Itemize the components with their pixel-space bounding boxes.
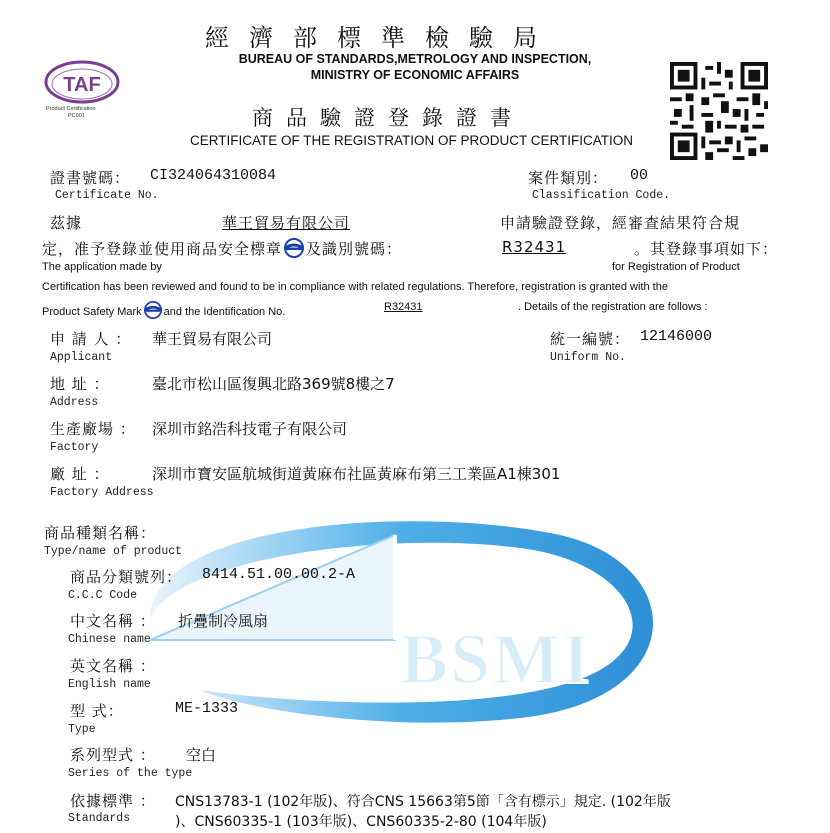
english-name-label-en: English name <box>68 678 151 691</box>
taf-emblem-icon <box>42 58 122 108</box>
series-label: 系列型式 ： <box>70 746 156 764</box>
statement-applicant: 華王貿易有限公司 <box>222 214 351 232</box>
english-name-label: 英文名稱 ： <box>70 657 156 675</box>
certificate-title-en: CERTIFICATE OF THE REGISTRATION OF PRODUCT CERTIFICATION <box>190 133 634 148</box>
chinese-name-label-en: Chinese name <box>68 633 151 646</box>
address-label-en: Address <box>50 396 99 409</box>
address-label: 地 址 ： <box>50 375 110 393</box>
cert-no-label-en: Certificate No. <box>55 189 159 202</box>
standards-line2: )、CNS60335-1 (103年版)、CNS60335-2-80 (104年版) <box>175 814 547 830</box>
standards-line1: CNS13783-1 (102年版)、符合CNS 15663第5節「含有標示」規定. (102年版 <box>175 794 671 810</box>
series-label-en: Series of the type <box>68 767 193 780</box>
uniform-no-label-en: Uniform No. <box>550 351 626 364</box>
statement-en-1b: for Registration of Product <box>612 261 740 273</box>
statement-en-3 <box>42 301 285 319</box>
standards-label-en: Standards <box>68 812 131 825</box>
applicant-label: 申 請 人 ： <box>50 330 132 348</box>
statement-line1-b: 申請驗證登錄，經審查結果符合規 <box>500 214 741 232</box>
statement-line1-a: 茲據 <box>50 214 83 232</box>
factory-address-label-en: Factory Address <box>50 486 154 499</box>
chinese-name-label: 中文名稱 ： <box>70 612 156 630</box>
cert-no-value: CI324064310084 <box>150 167 277 184</box>
taf-sub1: Product Certification <box>46 106 96 112</box>
statement-line2-b: 及識別號碼： <box>306 240 403 258</box>
certificate-title-zh: 商品驗證登錄證書 <box>252 106 524 130</box>
class-code-label-en: Classification Code. <box>532 189 671 202</box>
factory-address-value: 深圳市寶安區航城街道黃麻布社區黃麻布第三工業區A1棟301 <box>152 465 561 483</box>
product-type-label: 商品種類名稱： <box>44 524 157 542</box>
chinese-name-value: 折疊制冷風扇 <box>178 612 269 630</box>
factory-label-en: Factory <box>50 441 99 454</box>
product-safety-mark-small-icon <box>144 301 162 319</box>
ccc-code-value: 8414.51.00.00.2-A <box>202 566 356 583</box>
statement-en-3b: and the Identification No. <box>163 306 286 318</box>
statement-en-2: Certification has been reviewed and found to be in compliance with related regulations. Therefore, registration is granted with the <box>42 281 668 293</box>
model-value: ME-1333 <box>175 700 239 717</box>
factory-label: 生產廠場 ： <box>50 420 136 438</box>
factory-value: 深圳市銘浩科技電子有限公司 <box>152 420 348 438</box>
series-value: 空白 <box>186 746 217 764</box>
applicant-value: 華王貿易有限公司 <box>152 330 273 348</box>
taf-logo <box>42 58 122 124</box>
class-code-value: 00 <box>630 167 649 184</box>
statement-en-1a: The application made by <box>42 261 162 273</box>
statement-en-3a: Product Safety Mark <box>42 306 142 318</box>
taf-logo-text: TAF <box>63 74 101 96</box>
bureau-title-en-1: BUREAU OF STANDARDS,METROLOGY AND INSPECTION, <box>238 52 592 66</box>
statement-line2-a-text: 定，准予登錄並使用商品安全標章 <box>42 240 283 258</box>
uniform-no-value: 12146000 <box>640 328 713 345</box>
class-code-label: 案件類別： <box>528 169 609 187</box>
statement-en-3c: R32431 <box>384 301 423 313</box>
ccc-code-label: 商品分類號列： <box>70 568 183 586</box>
ccc-code-label-en: C.C.C Code <box>68 589 138 602</box>
standards-label: 依據標準 ： <box>70 792 156 810</box>
bsmi-watermark-text: BSMI <box>400 619 593 699</box>
bureau-title-zh: 經濟部標準檢驗局 <box>205 24 557 52</box>
uniform-no-label: 統一編號： <box>550 330 631 348</box>
statement-line2-c: 。其登錄事項如下： <box>634 240 779 258</box>
statement-line2-a <box>42 238 402 259</box>
bureau-title-en-2: MINISTRY OF ECONOMIC AFFAIRS <box>310 68 520 82</box>
applicant-label-en: Applicant <box>50 351 113 364</box>
product-type-label-en: Type/name of product <box>44 545 183 558</box>
cert-no-label: 證書號碼： <box>50 169 131 187</box>
factory-address-label: 廠 址 ： <box>50 465 110 483</box>
address-value: 臺北市松山區復興北路369號8樓之7 <box>152 375 395 393</box>
model-label: 型 式： <box>70 702 124 720</box>
qr-code-icon <box>670 62 768 160</box>
taf-sub2: PC001 <box>68 113 85 119</box>
product-safety-mark-icon <box>284 238 304 258</box>
statement-en-3d: . Details of the registration are follows : <box>518 301 708 313</box>
model-label-en: Type <box>68 723 96 736</box>
statement-ident-no: R32431 <box>502 238 567 256</box>
